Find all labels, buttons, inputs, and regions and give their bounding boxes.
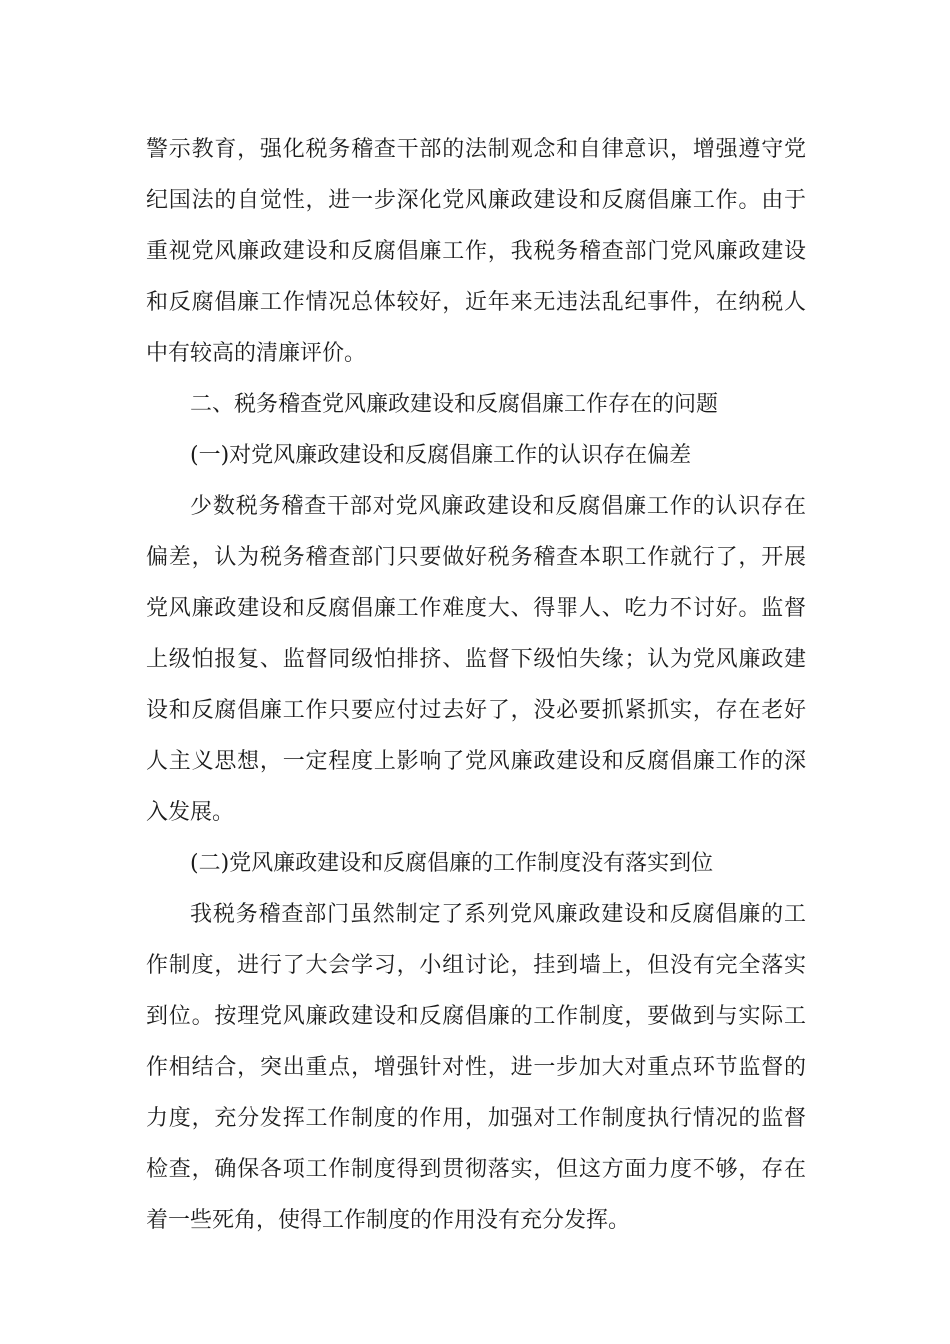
paragraph-continuation	[146, 124, 806, 379]
paragraph-line: 重视党风廉政建设和反腐倡廉工作，我税务稽查部门党风廉政建设	[146, 239, 806, 264]
paragraph-line: 警示教育，强化税务稽查干部的法制观念和自律意识，增强遵守党	[146, 137, 806, 162]
paragraph-line: 人主义思想，一定程度上影响了党风廉政建设和反腐倡廉工作的深	[146, 749, 806, 774]
paragraph-line: 到位。按理党风廉政建设和反腐倡廉的工作制度，要做到与实际工	[146, 1004, 806, 1029]
document-body	[146, 124, 806, 1246]
subsection-heading-1: (一)对党风廉政建设和反腐倡廉工作的认识存在偏差	[190, 443, 692, 468]
paragraph-line: 上级怕报复、监督同级怕排挤、监督下级怕失缘；认为党风廉政建	[146, 647, 806, 672]
section-heading: 二、税务稽查党风廉政建设和反腐倡廉工作存在的问题	[190, 392, 719, 417]
paragraph-line: 着一些死角，使得工作制度的作用没有充分发挥。	[146, 1208, 631, 1233]
paragraph-line: 和反腐倡廉工作情况总体较好，近年来无违法乱纪事件，在纳税人	[146, 290, 806, 315]
subsection-heading-2: (二)党风廉政建设和反腐倡廉的工作制度没有落实到位	[190, 851, 714, 876]
paragraph-line: 作相结合，突出重点，增强针对性，进一步加大对重点环节监督的	[146, 1055, 806, 1080]
paragraph-line: 党风廉政建设和反腐倡廉工作难度大、得罪人、吃力不讨好。监督	[146, 596, 806, 621]
paragraph-line: 纪国法的自觉性，进一步深化党风廉政建设和反腐倡廉工作。由于	[146, 188, 806, 213]
paragraph-line: 我税务稽查部门虽然制定了系列党风廉政建设和反腐倡廉的工	[190, 902, 806, 927]
paragraph-line: 检查，确保各项工作制度得到贯彻落实，但这方面力度不够，存在	[146, 1157, 806, 1182]
subsection-1-paragraph	[146, 481, 806, 838]
paragraph-line: 作制度，进行了大会学习，小组讨论，挂到墙上，但没有完全落实	[146, 953, 806, 978]
paragraph-line: 入发展。	[146, 800, 235, 825]
subsection-2-paragraph	[146, 889, 806, 1246]
paragraph-line: 偏差，认为税务稽查部门只要做好税务稽查本职工作就行了，开展	[146, 545, 806, 570]
paragraph-line: 力度，充分发挥工作制度的作用，加强对工作制度执行情况的监督	[146, 1106, 806, 1131]
paragraph-line: 中有较高的清廉评价。	[146, 341, 367, 366]
paragraph-line: 少数税务稽查干部对党风廉政建设和反腐倡廉工作的认识存在	[190, 494, 806, 519]
paragraph-line: 设和反腐倡廉工作只要应付过去好了，没必要抓紧抓实，存在老好	[146, 698, 806, 723]
